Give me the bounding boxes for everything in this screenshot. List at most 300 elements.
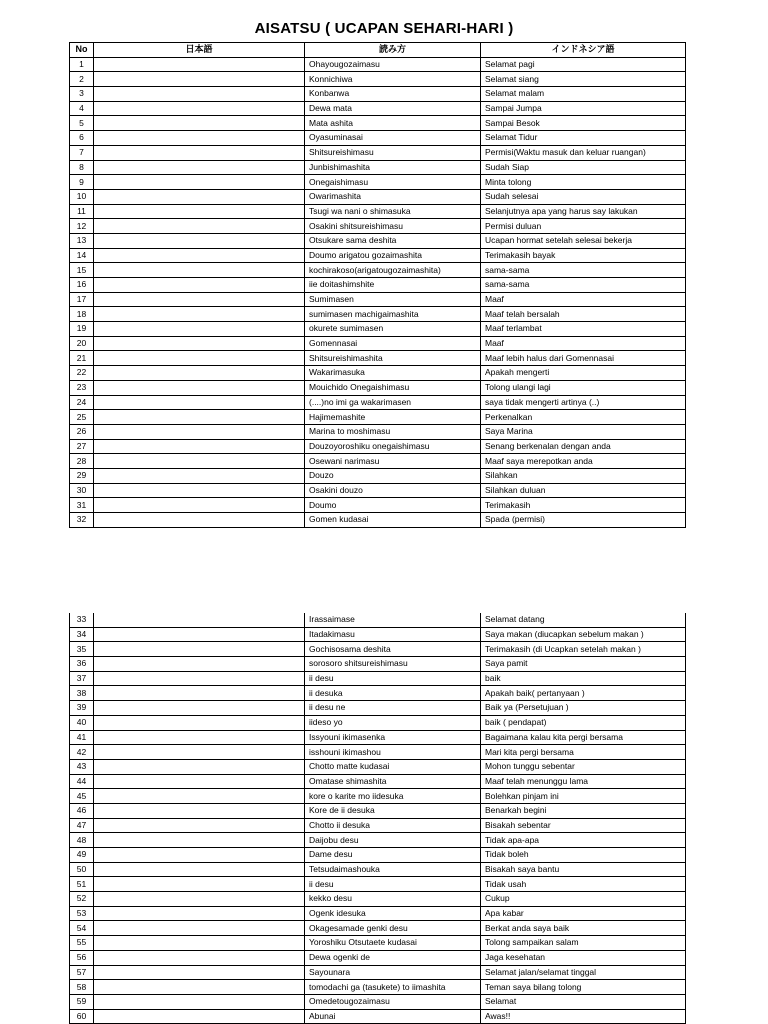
- reading-cell: (....)no imi ga wakarimasen: [305, 395, 481, 410]
- indonesian-cell: Selamat malam: [481, 87, 686, 102]
- header-japanese: 日本語: [94, 43, 305, 58]
- indonesian-cell: Maaf terlambat: [481, 322, 686, 337]
- no-cell: 57: [70, 965, 94, 980]
- indonesian-cell: Apakah mengerti: [481, 366, 686, 381]
- no-cell: 54: [70, 921, 94, 936]
- no-cell: 30: [70, 483, 94, 498]
- reading-cell: isshouni ikimashou: [305, 745, 481, 760]
- indonesian-cell: Saya makan (diucapkan sebelum makan ): [481, 627, 686, 642]
- no-cell: 56: [70, 950, 94, 965]
- no-cell: 11: [70, 204, 94, 219]
- indonesian-cell: sama-sama: [481, 263, 686, 278]
- no-cell: 15: [70, 263, 94, 278]
- table-row: [70, 233, 686, 248]
- reading-cell: Sumimasen: [305, 292, 481, 307]
- japanese-cell: [94, 833, 305, 848]
- reading-cell: Kore de ii desuka: [305, 803, 481, 818]
- no-cell: 33: [70, 613, 94, 627]
- no-cell: 31: [70, 498, 94, 513]
- reading-cell: Mouichido Onegaishimasu: [305, 380, 481, 395]
- indonesian-cell: Selamat siang: [481, 72, 686, 87]
- reading-cell: iideso yo: [305, 715, 481, 730]
- table-row: [70, 439, 686, 454]
- no-cell: 42: [70, 745, 94, 760]
- page-title: AISATSU ( UCAPAN SEHARI-HARI ): [254, 20, 514, 37]
- no-cell: 10: [70, 189, 94, 204]
- indonesian-cell: Sampai Jumpa: [481, 101, 686, 116]
- japanese-cell: [94, 906, 305, 921]
- japanese-cell: [94, 101, 305, 116]
- japanese-cell: [94, 657, 305, 672]
- indonesian-cell: Jaga kesehatan: [481, 950, 686, 965]
- table-row: [70, 833, 686, 848]
- japanese-cell: [94, 219, 305, 234]
- reading-cell: Sayounara: [305, 965, 481, 980]
- no-cell: 32: [70, 513, 94, 528]
- indonesian-cell: Tidak boleh: [481, 848, 686, 863]
- indonesian-cell: Tidak usah: [481, 877, 686, 892]
- reading-cell: Ogenk idesuka: [305, 906, 481, 921]
- indonesian-cell: Permisi duluan: [481, 219, 686, 234]
- table-row: [70, 921, 686, 936]
- table-row: [70, 803, 686, 818]
- reading-cell: Osakini shitsureishimasu: [305, 219, 481, 234]
- indonesian-cell: Tolong ulangi lagi: [481, 380, 686, 395]
- reading-cell: Hajimemashite: [305, 410, 481, 425]
- table-row: [70, 965, 686, 980]
- japanese-cell: [94, 715, 305, 730]
- japanese-cell: [94, 57, 305, 72]
- japanese-cell: [94, 892, 305, 907]
- no-cell: 7: [70, 145, 94, 160]
- no-cell: 48: [70, 833, 94, 848]
- table-row: [70, 351, 686, 366]
- reading-cell: Gomen kudasai: [305, 513, 481, 528]
- reading-cell: Douzoyoroshiku onegaishimasu: [305, 439, 481, 454]
- japanese-cell: [94, 921, 305, 936]
- table-row: [70, 627, 686, 642]
- indonesian-cell: baik: [481, 671, 686, 686]
- no-cell: 34: [70, 627, 94, 642]
- reading-cell: Omatase shimashita: [305, 774, 481, 789]
- no-cell: 28: [70, 454, 94, 469]
- indonesian-cell: Minta tolong: [481, 175, 686, 190]
- japanese-cell: [94, 848, 305, 863]
- indonesian-cell: Selamat pagi: [481, 57, 686, 72]
- reading-cell: ii desuka: [305, 686, 481, 701]
- reading-cell: Junbishimashita: [305, 160, 481, 175]
- japanese-cell: [94, 613, 305, 627]
- header-row: [70, 43, 686, 58]
- no-cell: 29: [70, 468, 94, 483]
- reading-cell: Issyouni ikimasenka: [305, 730, 481, 745]
- reading-cell: Onegaishimasu: [305, 175, 481, 190]
- reading-cell: Dewa ogenki de: [305, 950, 481, 965]
- indonesian-cell: Saya Marina: [481, 424, 686, 439]
- table-row: [70, 980, 686, 995]
- no-cell: 12: [70, 219, 94, 234]
- table-row: [70, 498, 686, 513]
- table-row: [70, 468, 686, 483]
- reading-cell: Abunai: [305, 1009, 481, 1024]
- no-cell: 3: [70, 87, 94, 102]
- indonesian-cell: Senang berkenalan dengan anda: [481, 439, 686, 454]
- no-cell: 23: [70, 380, 94, 395]
- japanese-cell: [94, 72, 305, 87]
- no-cell: 18: [70, 307, 94, 322]
- header-reading: 読み方: [305, 43, 481, 58]
- indonesian-cell: Terimakasih (di Ucapkan setelah makan ): [481, 642, 686, 657]
- japanese-cell: [94, 498, 305, 513]
- greetings-table-part1: [69, 42, 686, 528]
- indonesian-cell: Terimakasih bayak: [481, 248, 686, 263]
- reading-cell: sumimasen machigaimashita: [305, 307, 481, 322]
- indonesian-cell: Sudah Siap: [481, 160, 686, 175]
- indonesian-cell: baik ( pendapat): [481, 715, 686, 730]
- indonesian-cell: Mohon tunggu sebentar: [481, 759, 686, 774]
- indonesian-cell: Apakah baik( pertanyaan ): [481, 686, 686, 701]
- japanese-cell: [94, 774, 305, 789]
- no-cell: 2: [70, 72, 94, 87]
- reading-cell: Wakarimasuka: [305, 366, 481, 381]
- indonesian-cell: Bolehkan pinjam ini: [481, 789, 686, 804]
- indonesian-cell: Permisi(Waktu masuk dan keluar ruangan): [481, 145, 686, 160]
- japanese-cell: [94, 351, 305, 366]
- table-row: [70, 410, 686, 425]
- japanese-cell: [94, 322, 305, 337]
- indonesian-cell: Bisakah saya bantu: [481, 862, 686, 877]
- table-row: [70, 219, 686, 234]
- indonesian-cell: Maaf saya merepotkan anda: [481, 454, 686, 469]
- japanese-cell: [94, 1009, 305, 1024]
- no-cell: 43: [70, 759, 94, 774]
- no-cell: 22: [70, 366, 94, 381]
- no-cell: 58: [70, 980, 94, 995]
- indonesian-cell: Benarkah begini: [481, 803, 686, 818]
- no-cell: 37: [70, 671, 94, 686]
- indonesian-cell: Selanjutnya apa yang harus say lakukan: [481, 204, 686, 219]
- table-row: [70, 454, 686, 469]
- reading-cell: Shitsureishimasu: [305, 145, 481, 160]
- no-cell: 44: [70, 774, 94, 789]
- reading-cell: kekko desu: [305, 892, 481, 907]
- reading-cell: Tsugi wa nani o shimasuka: [305, 204, 481, 219]
- indonesian-cell: Sudah selesai: [481, 189, 686, 204]
- table-row: [70, 248, 686, 263]
- no-cell: 49: [70, 848, 94, 863]
- indonesian-cell: Maaf telah bersalah: [481, 307, 686, 322]
- reading-cell: kochirakoso(arigatougozaimashita): [305, 263, 481, 278]
- reading-cell: Yoroshiku Otsutaete kudasai: [305, 936, 481, 951]
- table-row: [70, 101, 686, 116]
- table-row: [70, 483, 686, 498]
- table-row: [70, 160, 686, 175]
- japanese-cell: [94, 263, 305, 278]
- table-row: [70, 950, 686, 965]
- table-row: [70, 848, 686, 863]
- table-row: [70, 877, 686, 892]
- reading-cell: Daijobu desu: [305, 833, 481, 848]
- no-cell: 50: [70, 862, 94, 877]
- no-cell: 4: [70, 101, 94, 116]
- table-row: [70, 336, 686, 351]
- reading-cell: Konnichiwa: [305, 72, 481, 87]
- no-cell: 47: [70, 818, 94, 833]
- japanese-cell: [94, 439, 305, 454]
- indonesian-cell: Selamat Tidur: [481, 131, 686, 146]
- table-row: [70, 307, 686, 322]
- japanese-cell: [94, 671, 305, 686]
- greetings-table-part2: [69, 613, 686, 1024]
- table-row: [70, 263, 686, 278]
- japanese-cell: [94, 278, 305, 293]
- no-cell: 39: [70, 701, 94, 716]
- japanese-cell: [94, 627, 305, 642]
- indonesian-cell: Maaf: [481, 292, 686, 307]
- japanese-cell: [94, 160, 305, 175]
- indonesian-cell: Silahkan: [481, 468, 686, 483]
- reading-cell: Ohayougozaimasu: [305, 57, 481, 72]
- no-cell: 26: [70, 424, 94, 439]
- table-row: [70, 745, 686, 760]
- indonesian-cell: Selamat: [481, 994, 686, 1009]
- table-row: [70, 57, 686, 72]
- indonesian-cell: Maaf lebih halus dari Gomennasai: [481, 351, 686, 366]
- table-row: [70, 818, 686, 833]
- no-cell: 27: [70, 439, 94, 454]
- no-cell: 13: [70, 233, 94, 248]
- indonesian-cell: Awas!!: [481, 1009, 686, 1024]
- japanese-cell: [94, 936, 305, 951]
- japanese-cell: [94, 248, 305, 263]
- japanese-cell: [94, 483, 305, 498]
- table-row: [70, 72, 686, 87]
- reading-cell: Chotto ii desuka: [305, 818, 481, 833]
- reading-cell: Osewani narimasu: [305, 454, 481, 469]
- reading-cell: ii desu: [305, 671, 481, 686]
- indonesian-cell: Mari kita pergi bersama: [481, 745, 686, 760]
- reading-cell: ii desu: [305, 877, 481, 892]
- table-row: [70, 292, 686, 307]
- no-cell: 24: [70, 395, 94, 410]
- reading-cell: Owarimashita: [305, 189, 481, 204]
- table-row: [70, 642, 686, 657]
- japanese-cell: [94, 468, 305, 483]
- indonesian-cell: Sampai Besok: [481, 116, 686, 131]
- japanese-cell: [94, 87, 305, 102]
- no-cell: 45: [70, 789, 94, 804]
- indonesian-cell: Terimakasih: [481, 498, 686, 513]
- table-row: [70, 701, 686, 716]
- reading-cell: Mata ashita: [305, 116, 481, 131]
- no-cell: 16: [70, 278, 94, 293]
- japanese-cell: [94, 803, 305, 818]
- table-row: [70, 189, 686, 204]
- japanese-cell: [94, 642, 305, 657]
- no-cell: 46: [70, 803, 94, 818]
- no-cell: 40: [70, 715, 94, 730]
- table-row: [70, 789, 686, 804]
- indonesian-cell: Selamat datang: [481, 613, 686, 627]
- indonesian-cell: Ucapan hormat setelah selesai bekerja: [481, 233, 686, 248]
- no-cell: 19: [70, 322, 94, 337]
- reading-cell: sorosoro shitsureishimasu: [305, 657, 481, 672]
- reading-cell: Chotto matte kudasai: [305, 759, 481, 774]
- table-row: [70, 906, 686, 921]
- reading-cell: Dewa mata: [305, 101, 481, 116]
- japanese-cell: [94, 131, 305, 146]
- japanese-cell: [94, 965, 305, 980]
- no-cell: 53: [70, 906, 94, 921]
- reading-cell: Osakini douzo: [305, 483, 481, 498]
- japanese-cell: [94, 513, 305, 528]
- no-cell: 52: [70, 892, 94, 907]
- reading-cell: kore o karite mo iidesuka: [305, 789, 481, 804]
- indonesian-cell: Apa kabar: [481, 906, 686, 921]
- table-row: [70, 862, 686, 877]
- table-row: [70, 145, 686, 160]
- no-cell: 51: [70, 877, 94, 892]
- reading-cell: Gomennasai: [305, 336, 481, 351]
- header-no: No: [70, 43, 94, 58]
- no-cell: 5: [70, 116, 94, 131]
- japanese-cell: [94, 233, 305, 248]
- no-cell: 41: [70, 730, 94, 745]
- table-row: [70, 686, 686, 701]
- table-row: [70, 730, 686, 745]
- no-cell: 25: [70, 410, 94, 425]
- japanese-cell: [94, 950, 305, 965]
- table-row: [70, 892, 686, 907]
- no-cell: 60: [70, 1009, 94, 1024]
- japanese-cell: [94, 745, 305, 760]
- japanese-cell: [94, 292, 305, 307]
- japanese-cell: [94, 701, 305, 716]
- reading-cell: iie doitashimshite: [305, 278, 481, 293]
- no-cell: 1: [70, 57, 94, 72]
- no-cell: 6: [70, 131, 94, 146]
- no-cell: 14: [70, 248, 94, 263]
- reading-cell: Marina to moshimasu: [305, 424, 481, 439]
- no-cell: 21: [70, 351, 94, 366]
- indonesian-cell: Berkat anda saya baik: [481, 921, 686, 936]
- indonesian-cell: Tolong sampaikan salam: [481, 936, 686, 951]
- indonesian-cell: Bisakah sebentar: [481, 818, 686, 833]
- japanese-cell: [94, 336, 305, 351]
- reading-cell: tomodachi ga (tasukete) to iimashita: [305, 980, 481, 995]
- japanese-cell: [94, 818, 305, 833]
- table-row: [70, 131, 686, 146]
- japanese-cell: [94, 424, 305, 439]
- header-indonesian: インドネシア語: [481, 43, 686, 58]
- reading-cell: okurete sumimasen: [305, 322, 481, 337]
- japanese-cell: [94, 730, 305, 745]
- indonesian-cell: Teman saya bilang tolong: [481, 980, 686, 995]
- table-row: [70, 87, 686, 102]
- table-row: [70, 513, 686, 528]
- japanese-cell: [94, 877, 305, 892]
- indonesian-cell: saya tidak mengerti artinya (..): [481, 395, 686, 410]
- japanese-cell: [94, 410, 305, 425]
- japanese-cell: [94, 395, 305, 410]
- indonesian-cell: Saya pamit: [481, 657, 686, 672]
- indonesian-cell: sama-sama: [481, 278, 686, 293]
- japanese-cell: [94, 145, 305, 160]
- table-row: [70, 994, 686, 1009]
- table-row: [70, 1009, 686, 1024]
- reading-cell: Otsukare sama deshita: [305, 233, 481, 248]
- no-cell: 9: [70, 175, 94, 190]
- reading-cell: Shitsureishimashita: [305, 351, 481, 366]
- table-row: [70, 759, 686, 774]
- japanese-cell: [94, 366, 305, 381]
- japanese-cell: [94, 454, 305, 469]
- japanese-cell: [94, 307, 305, 322]
- table-row: [70, 395, 686, 410]
- reading-cell: Omedetougozaimasu: [305, 994, 481, 1009]
- indonesian-cell: Maaf telah menunggu lama: [481, 774, 686, 789]
- indonesian-cell: Perkenalkan: [481, 410, 686, 425]
- japanese-cell: [94, 789, 305, 804]
- no-cell: 59: [70, 994, 94, 1009]
- indonesian-cell: Spada (permisi): [481, 513, 686, 528]
- indonesian-cell: Selamat jalan/selamat tinggal: [481, 965, 686, 980]
- reading-cell: ii desu ne: [305, 701, 481, 716]
- reading-cell: Okagesamade genki desu: [305, 921, 481, 936]
- table-row: [70, 613, 686, 627]
- japanese-cell: [94, 380, 305, 395]
- reading-cell: Gochisosama deshita: [305, 642, 481, 657]
- reading-cell: Doumo arigatou gozaimashita: [305, 248, 481, 263]
- no-cell: 20: [70, 336, 94, 351]
- no-cell: 55: [70, 936, 94, 951]
- reading-cell: Doumo: [305, 498, 481, 513]
- reading-cell: Dame desu: [305, 848, 481, 863]
- table-row: [70, 671, 686, 686]
- reading-cell: Itadakimasu: [305, 627, 481, 642]
- indonesian-cell: Bagaimana kalau kita pergi bersama: [481, 730, 686, 745]
- reading-cell: Konbanwa: [305, 87, 481, 102]
- reading-cell: Irassaimase: [305, 613, 481, 627]
- no-cell: 36: [70, 657, 94, 672]
- japanese-cell: [94, 175, 305, 190]
- table-row: [70, 424, 686, 439]
- japanese-cell: [94, 980, 305, 995]
- indonesian-cell: Maaf: [481, 336, 686, 351]
- table-row: [70, 936, 686, 951]
- japanese-cell: [94, 116, 305, 131]
- japanese-cell: [94, 204, 305, 219]
- table-row: [70, 366, 686, 381]
- japanese-cell: [94, 686, 305, 701]
- table-row: [70, 278, 686, 293]
- table-row: [70, 175, 686, 190]
- table-row: [70, 715, 686, 730]
- table-row: [70, 774, 686, 789]
- no-cell: 17: [70, 292, 94, 307]
- table-row: [70, 657, 686, 672]
- reading-cell: Douzo: [305, 468, 481, 483]
- no-cell: 8: [70, 160, 94, 175]
- indonesian-cell: Tidak apa-apa: [481, 833, 686, 848]
- japanese-cell: [94, 862, 305, 877]
- indonesian-cell: Cukup: [481, 892, 686, 907]
- japanese-cell: [94, 189, 305, 204]
- indonesian-cell: Silahkan duluan: [481, 483, 686, 498]
- reading-cell: Oyasuminasai: [305, 131, 481, 146]
- table-row: [70, 204, 686, 219]
- reading-cell: Tetsudaimashouka: [305, 862, 481, 877]
